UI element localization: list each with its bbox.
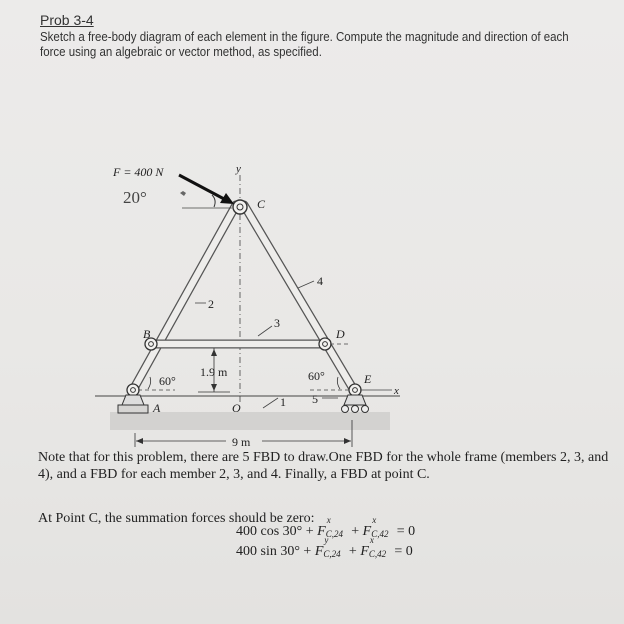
member-5-label: 5 [312,392,318,406]
angle-handwritten-label: 20° [123,188,147,207]
point-b-label: B [143,327,151,341]
force-label: F = 400 N [113,165,164,179]
eq2-force-1: F [314,544,324,559]
eq1-plus: + [347,524,363,539]
eq2-sup-1: y [324,535,329,545]
angle-arc [212,195,215,207]
eq1-sup-1: x [326,515,331,525]
leader-3 [258,326,272,336]
force-arrow [179,175,234,204]
eq2-force-2: F [360,544,369,559]
member-2 [133,205,236,390]
eq2-sup-2: x [369,535,374,545]
angle-right-label: 60° [308,369,325,383]
eq2-lead: 400 sin 30° + [236,544,315,559]
eq2-tail: = 0 [390,544,413,559]
problem-statement: Sketch a free-body diagram of each element in the figure. Compute the magnitude and direction of each force using an algebraic or vector method, as specified. [40,30,569,59]
eq1-force-2: F [362,524,372,539]
eq1-sub-1: C,24 [325,529,343,539]
point-c-intro: At Point C, the summation forces should be zero: [38,511,315,526]
member-2-label: 2 [208,297,214,311]
leader-4 [298,281,314,288]
pin-a [127,384,139,396]
angle-left-label: 60° [159,374,176,388]
equation-y [236,535,413,560]
support-a [118,395,148,413]
eq2-sub-1: C,24 [323,549,341,559]
pin-e [349,384,361,396]
member-1-label: 1 [280,395,286,409]
height-label: 1.9 m [200,365,228,379]
point-d-label: D [336,327,345,341]
pin-c [233,200,247,214]
eq2-plus: + [345,544,361,559]
point-e-label: E [364,372,372,386]
span-label: 9 m [232,435,251,449]
leader-1 [263,398,278,408]
problem-title: Prob 3-4 [40,12,94,28]
x-axis-label: x [394,385,399,397]
origin-label: O [232,401,241,415]
eq1-tail: = 0 [393,524,416,539]
member-4 [244,205,355,392]
member-3-label: 3 [274,316,280,330]
point-a-label: A [153,401,161,415]
ground-shadow [110,412,390,430]
eq2-sub-2: C,42 [368,549,387,559]
member-4-label: 4 [317,274,323,288]
eq1-sup-2: x [372,515,377,525]
pin-d [319,338,331,350]
y-axis-label: y [236,163,241,175]
eq1-force-1: F [317,524,326,539]
support-e [342,395,369,413]
eq1-sub-2: C,42 [371,529,389,539]
point-c-label: C [257,197,266,211]
note-paragraph: Note that for this problem, there are 5 FBD to draw.One FBD for the whole frame (members 2, 3, and 4), and a FBD for each member 2, 3, and 4. Finally, a FBD at point C. [38,450,609,482]
eq1-lead: 400 cos 30° + [236,524,318,539]
